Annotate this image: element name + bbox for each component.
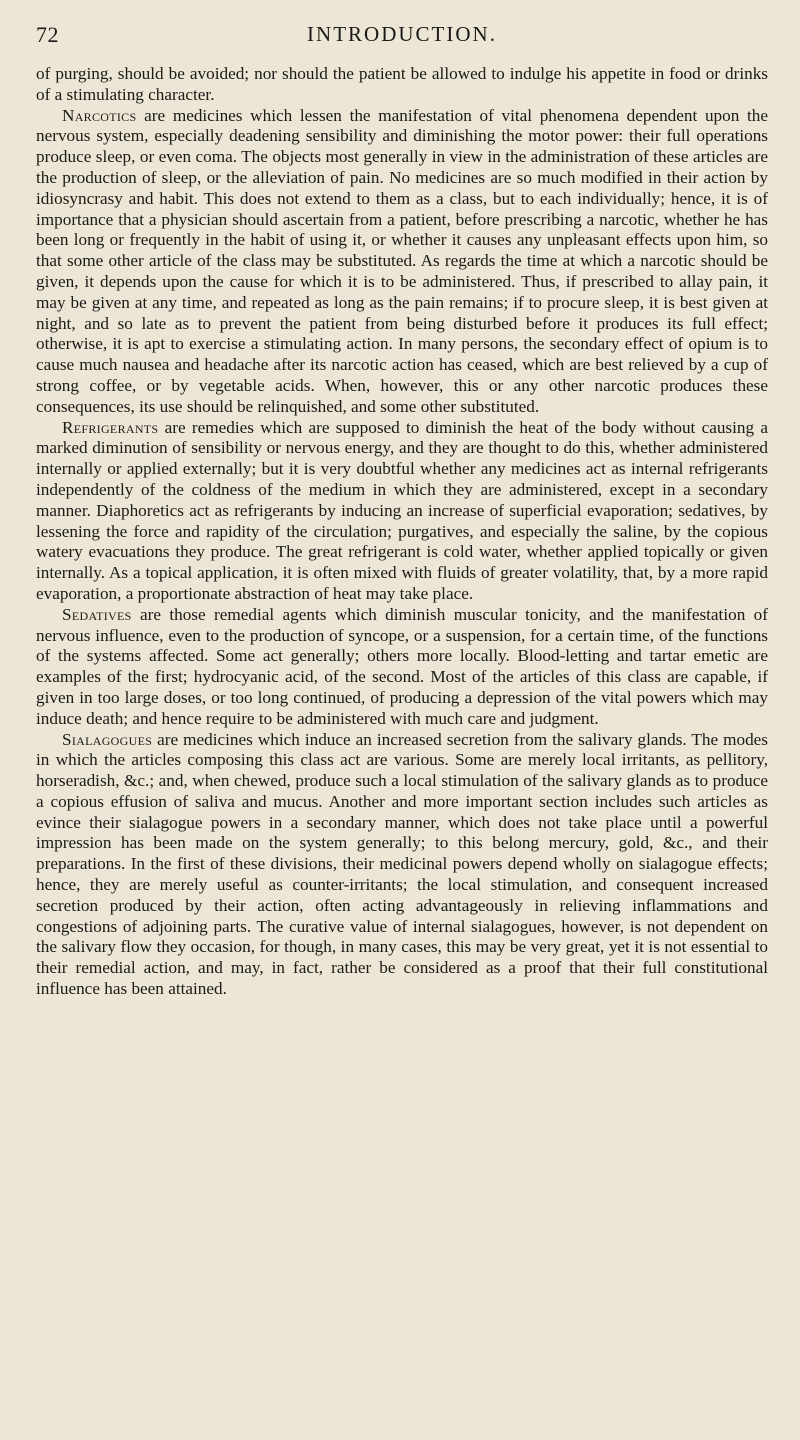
- paragraph-text: are those remedial agents which diminish muscular tonicity, and the manifestation of nervous influence, even to the production of syncope, or a suspension, for a certain time, of the functions of the systems affected. Some act generally; others more locally. Blood-letting and tartar emetic are examples of the first; hydrocyanic acid, of the second. Most of the articles of this class are capable, if given in too large doses, or too long continued, of producing a depression of the vital powers which may induce death; and hence require to be administered with much care and judgment.: [36, 604, 768, 728]
- running-head: [36, 22, 768, 47]
- section-term: Refrigerants: [62, 417, 159, 437]
- paragraph-refrigerants: [36, 418, 768, 605]
- section-term: Sedatives: [62, 604, 132, 624]
- page-number: 72: [36, 22, 59, 47]
- paragraph-sedatives: [36, 605, 768, 730]
- paragraph-text: of purging, should be avoided; nor should the patient be allowed to indulge his appetite in food or drinks of a stimulating character.: [36, 64, 768, 104]
- paragraph-sialagogues: [36, 730, 768, 1000]
- section-term: Sialagogues: [62, 729, 153, 749]
- paragraph-text: are medicines which induce an increased secretion from the salivary glands. The modes in which the articles composing this class act are various. Some are merely local irritants, as pellitory, horseradish, &c.; and, when chewed, produce such a local stimulation of the salivary glands as to produce a copious effusion of saliva and mucus. Another and more important section includes such articles as evince their sialagogue powers in a secondary manner, which does not take place until a powerful impression has been made on the system generally; to this belong mercury, gold, &c., and their preparations. In the first of these divisions, their medicinal powers depend wholly on sialagogue effects; hence, they are merely useful as counter-irritants; the local stimulation, and consequent increased secretion produced by their action, often acting advantageously in relieving inflammations and congestions of adjoining parts. The curative value of internal sialagogues, however, is not dependent on the salivary flow they occasion, for though, in many cases, this may be very great, yet it is not essential to their remedial action, and may, in fact, rather be considered as a proof that their full constitutional influence has been attained.: [36, 729, 768, 999]
- paragraph-text: are medicines which lessen the manifestation of vital phenomena dependent upon the nervous system, especially deadening sensibility and diminishing the motor power: their full operations produce sleep, or even coma. The objects most generally in view in the administration of these articles are the production of sleep, or the alleviation of pain. No medicines are so much modified in their action by idiosyncrasy and habit. This does not extend to them as a class, but to each individually; hence, it is of importance that a physician should ascertain from a patient, before prescribing a narcotic, whether he has been long or frequently in the habit of using it, or whether it causes any unpleasant effects upon him, so that some other article of the class may be substituted. As regards the time at which a narcotic should be given, it depends upon the cause for which it is to be administered. Thus, if prescribed to allay pain, it may be given at any time, and repeated as long as the pain remains; if to procure sleep, it is best given at night, and so late as to prevent the patient from being disturbed before it produces its full effect; otherwise, it is apt to exercise a stimulating action. In many persons, the secondary effect of opium is to cause much nausea and headache after its narcotic action has ceased, which are best relieved by a cup of strong coffee, or by vegetable acids. When, however, this or any other narcotic produces these consequences, its use should be relinquished, and some other substituted.: [36, 105, 768, 416]
- paragraph-narcotics: [36, 106, 768, 418]
- section-term: Narcotics: [62, 105, 137, 125]
- paragraph-continuation: [36, 64, 768, 106]
- paragraph-text: are remedies which are supposed to diminish the heat of the body without causing a marked diminution of sensibility or nervous energy, and they are thought to do this, whether administered internally or applied externally; but it is very doubtful whether any medicines act as internal refrigerants independently of the coldness of the medium in which they are administered, except in a secondary manner. Diaphoretics act as refrigerants by inducing an increase of superficial evaporation; sedatives, by lessening the force and rapidity of the circulation; purgatives, and especially the saline, by the copious watery evacuations they produce. The great refrigerant is cold water, whether applied topically or given internally. As a topical application, it is often mixed with fluids of greater volatility, that, by a more rapid evaporation, a proportionate abstraction of heat may take place.: [36, 417, 768, 603]
- page-header: [36, 0, 768, 64]
- book-page: [36, 0, 768, 1440]
- running-head-text: INTRODUCTION.: [307, 22, 497, 46]
- body-text: [36, 64, 768, 1000]
